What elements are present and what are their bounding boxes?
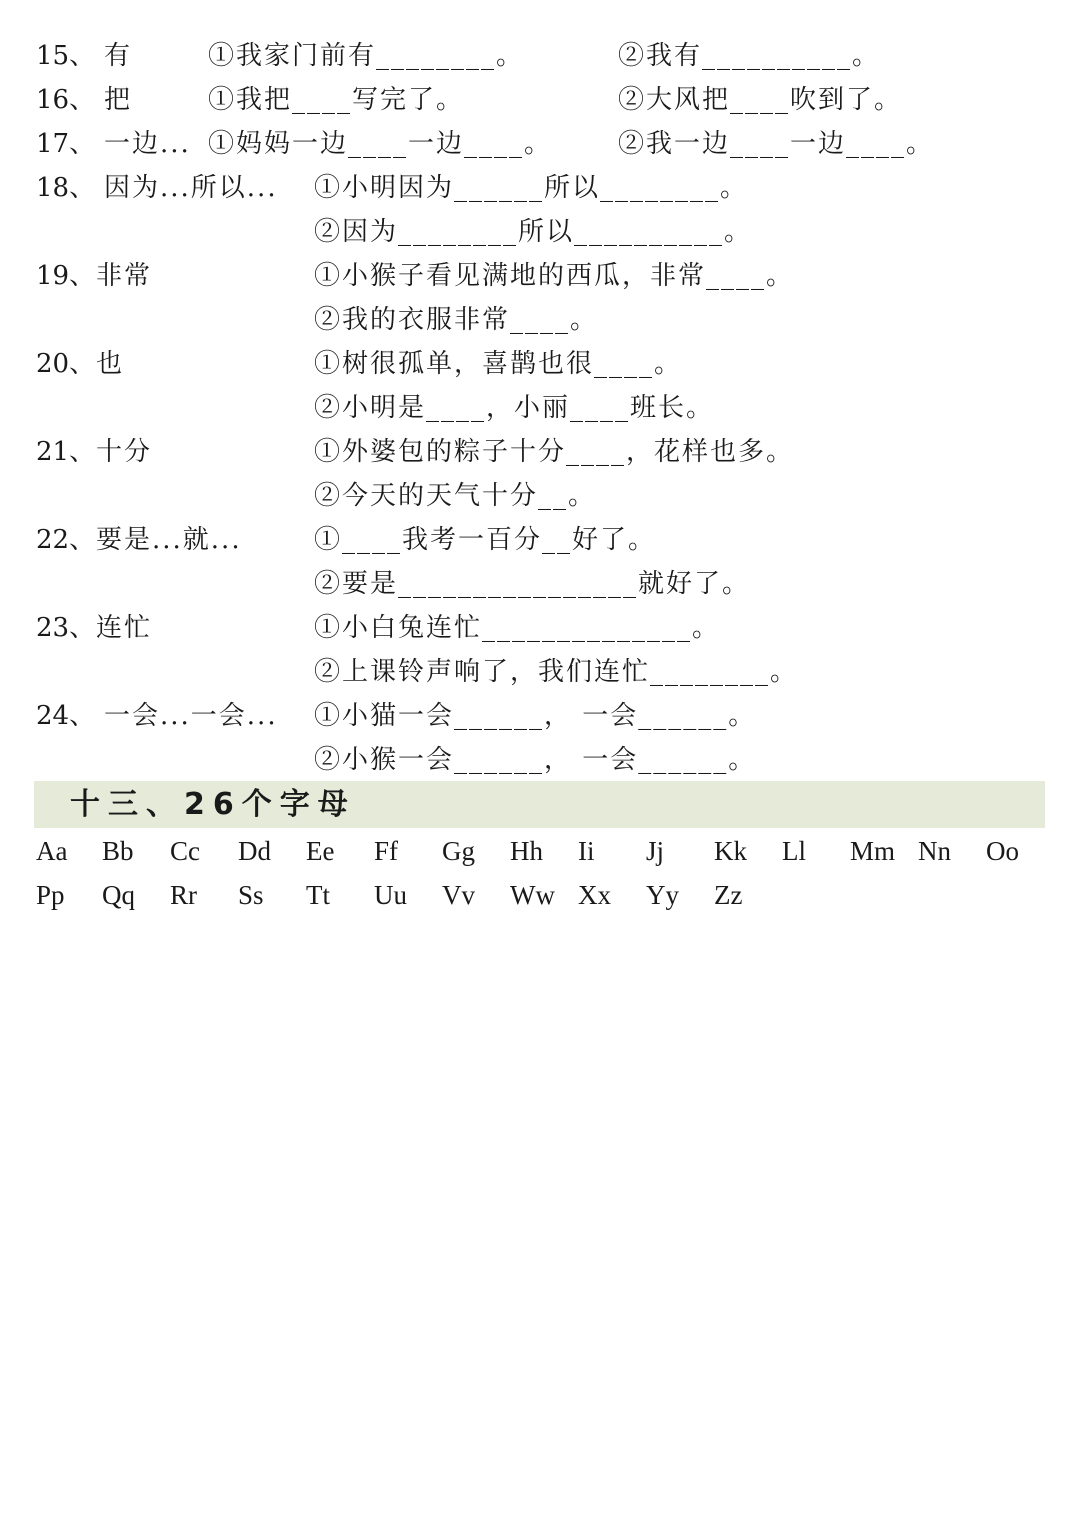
keyword: 十分 xyxy=(96,437,153,467)
alphabet-letter: Oo xyxy=(986,836,1019,866)
item-number: 23、 xyxy=(36,613,96,643)
sentence-1: ①妈妈一边____一边____。 xyxy=(208,129,553,159)
alphabet-letter: Ss xyxy=(238,880,264,910)
alphabet-letter: Ll xyxy=(782,836,806,866)
alphabet-letter: Nn xyxy=(918,836,951,866)
keyword: 有 xyxy=(104,41,133,71)
exercise-row xyxy=(0,738,1080,782)
exercise-row xyxy=(0,210,1080,254)
alphabet-letter: Hh xyxy=(510,836,543,866)
alphabet-letter: Jj xyxy=(646,836,665,866)
alphabet-letter: Ff xyxy=(374,836,399,866)
alphabet-letter: Cc xyxy=(170,836,200,866)
alphabet-letter: Zz xyxy=(714,880,743,910)
sentence-1: ②我的衣服非常____。 xyxy=(314,305,599,335)
exercise-row xyxy=(0,694,1080,738)
sentence-1: ②小明是____，小丽____班长。 xyxy=(314,393,715,423)
keyword: 要是...就... xyxy=(96,525,242,555)
keyword: 一会...一会... xyxy=(104,701,278,731)
alphabet-letter: Xx xyxy=(578,880,611,910)
sentence-1: ②要是________________就好了。 xyxy=(314,569,751,599)
exercise-row xyxy=(0,166,1080,210)
alphabet-letter: Qq xyxy=(102,880,135,910)
exercise-row xyxy=(0,474,1080,518)
alphabet-letter: Ee xyxy=(306,836,335,866)
item-number: 19、 xyxy=(36,261,96,291)
sentence-1: ①外婆包的粽子十分____，花样也多。 xyxy=(314,437,795,467)
section-title: 十三、26个字母 xyxy=(70,787,356,822)
keyword: 连忙 xyxy=(96,613,153,643)
sentence-1: ②上课铃声响了，我们连忙________。 xyxy=(314,657,799,687)
alphabet-letter: Ww xyxy=(510,880,555,910)
exercise-row xyxy=(0,122,1080,166)
alphabet-letter: Aa xyxy=(36,836,68,866)
exercise-row xyxy=(0,254,1080,298)
keyword: 非常 xyxy=(96,261,153,291)
sentence-exercises xyxy=(0,34,1080,782)
sentence-2: ②我有__________。 xyxy=(618,41,881,71)
exercise-row xyxy=(0,386,1080,430)
alphabet-letter: Ii xyxy=(578,836,595,866)
alphabet-letter: Uu xyxy=(374,880,407,910)
sentence-1: ①小白兔连忙______________。 xyxy=(314,613,721,643)
item-number: 21、 xyxy=(36,437,96,467)
sentence-1: ①我把____写完了。 xyxy=(208,85,465,115)
item-number: 22、 xyxy=(36,525,96,555)
keyword: 一边... xyxy=(104,129,191,159)
keyword: 也 xyxy=(96,349,125,379)
sentence-1: ②小猴一会______， 一会______。 xyxy=(314,745,757,775)
sentence-2: ②大风把____吹到了。 xyxy=(618,85,903,115)
sentence-1: ①小明因为______所以________。 xyxy=(314,173,749,203)
alphabet-letter: Tt xyxy=(306,880,330,910)
alphabet-letter: Vv xyxy=(442,880,475,910)
exercise-row xyxy=(0,78,1080,122)
exercise-row xyxy=(0,650,1080,694)
sentence-1: ①____我考一百分__好了。 xyxy=(314,525,657,555)
item-number: 16、 xyxy=(36,85,96,115)
item-number: 20、 xyxy=(36,349,96,379)
keyword: 把 xyxy=(104,85,133,115)
item-number: 15、 xyxy=(36,41,96,71)
alphabet-letter: Bb xyxy=(102,836,134,866)
keyword: 因为...所以... xyxy=(104,173,278,203)
section-header xyxy=(34,781,1045,828)
sentence-1: ①小猫一会______， 一会______。 xyxy=(314,701,757,731)
alphabet-letter: Gg xyxy=(442,836,475,866)
alphabet-letter: Rr xyxy=(170,880,197,910)
sentence-1: ①树很孤单，喜鹊也很____。 xyxy=(314,349,683,379)
exercise-row xyxy=(0,430,1080,474)
sentence-1: ①我家门前有________。 xyxy=(208,41,525,71)
alphabet-letter: Mm xyxy=(850,836,896,866)
alphabet-letter: Yy xyxy=(646,880,679,910)
alphabet-letter: Kk xyxy=(714,836,747,866)
item-number: 18、 xyxy=(36,173,96,203)
exercise-row xyxy=(0,562,1080,606)
exercise-row xyxy=(0,518,1080,562)
exercise-row xyxy=(0,34,1080,78)
item-number: 17、 xyxy=(36,129,96,159)
sentence-1: ②今天的天气十分__。 xyxy=(314,481,597,511)
alphabet-letter: Dd xyxy=(238,836,271,866)
sentence-1: ②因为________所以__________。 xyxy=(314,217,753,247)
exercise-row xyxy=(0,606,1080,650)
sentence-2: ②我一边____一边____。 xyxy=(618,129,935,159)
alphabet-row-2 xyxy=(0,873,1080,917)
alphabet-row-1 xyxy=(0,829,1080,873)
alphabet-letter: Pp xyxy=(36,880,65,910)
exercise-row xyxy=(0,298,1080,342)
exercise-row xyxy=(0,342,1080,386)
item-number: 24、 xyxy=(36,701,96,731)
sentence-1: ①小猴子看见满地的西瓜，非常____。 xyxy=(314,261,795,291)
